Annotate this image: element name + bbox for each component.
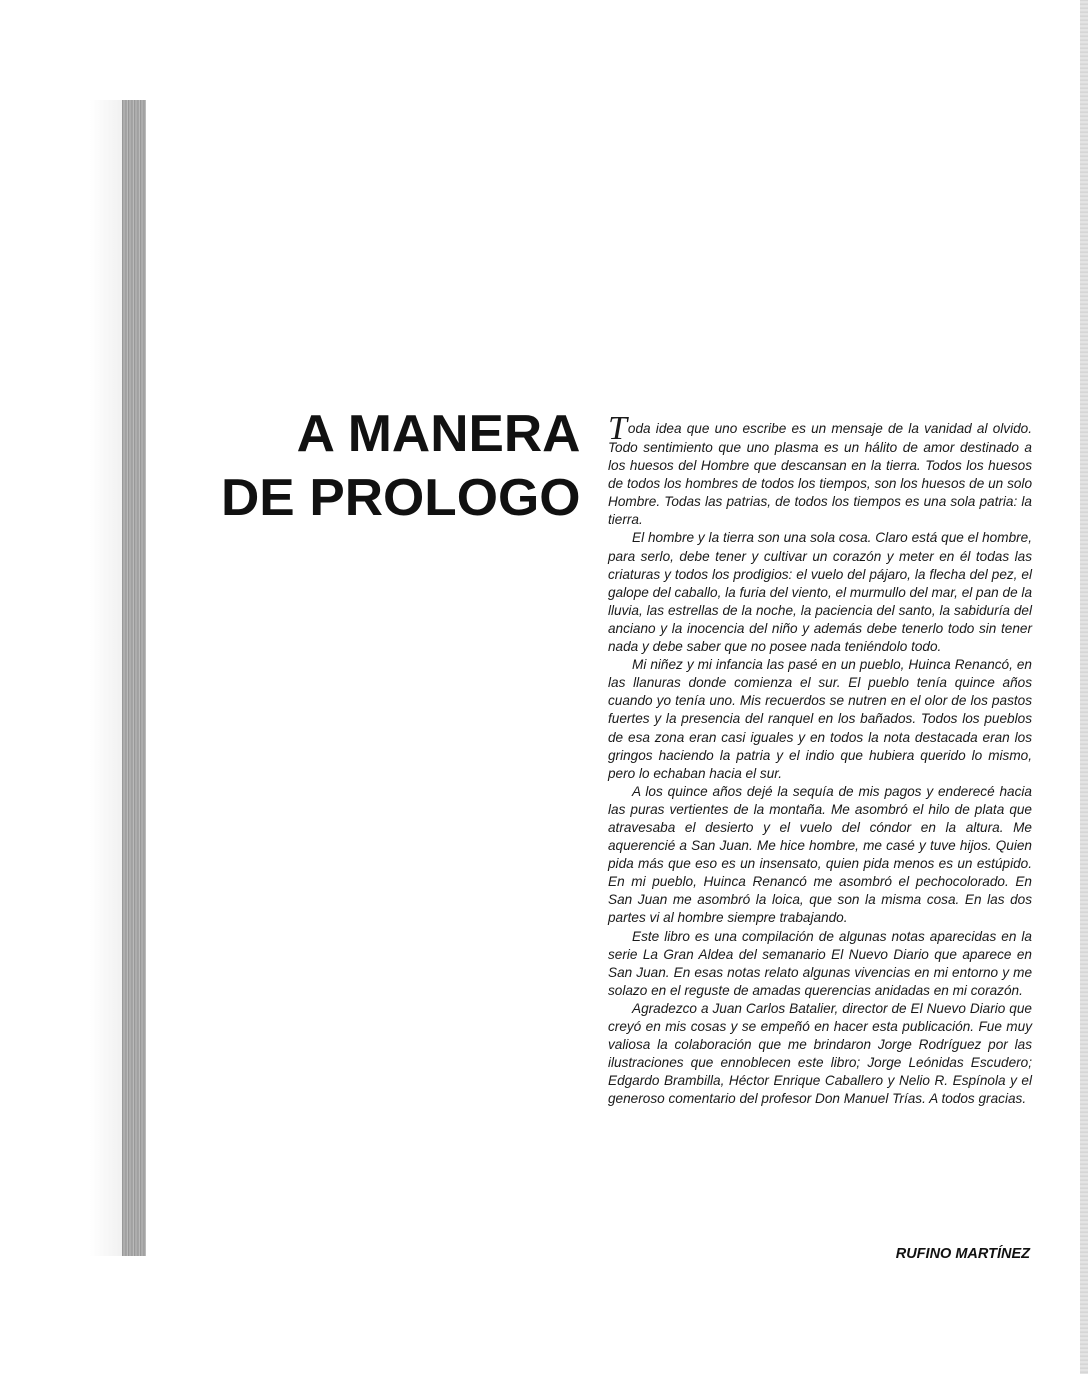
prologue-body — [608, 410, 1032, 1108]
page-title-line-2: DE PROLOGO — [220, 469, 580, 527]
paragraph-4: A los quince años dejé la sequía de mis pagos y enderecé hacia las puras vertientes de la montaña. Me asombró el hilo de plata que atravesaba el desierto y el vuelo del cóndor en la altura. Me aquerencié a San Juan. Me hice hombre, me casé y tuve hijos. Quien pida más que eso es un insensato, quien pida menos es un estúpido. En mi pueblo, Huinca Renancó me asombró el pechocolorado. En San Juan me asombró la loica, que son la misma cosa. En las dos partes vi al hombre siempre trabajando. — [608, 783, 1032, 926]
paragraph-3: Mi niñez y mi infancia las pasé en un pueblo, Huinca Renancó, en las llanuras donde comienza el sur. El pueblo tenía quince años cuando yo tenía uno. Mis recuerdos se nutren en el olor de los pastos fuertes y la presencia del ranquel en los bañados. Todos los pueblos de esa zona eran casi iguales y en todos la nota destacada eran los gringos haciendo la patria y el indio que hubiera querido lo mismo, pero lo echaban hacia el sur. — [608, 657, 1032, 781]
page-title — [220, 402, 580, 530]
drop-cap: T — [608, 410, 627, 447]
paragraph-2: El hombre y la tierra son una sola cosa. Claro está que el hombre, para serlo, debe tener y cultivar un corazón y meter en él todas las criaturas y todos los prodigios: el vuelo del pájaro, la flecha del pez, el galope del caballo, la furia del viento, el murmullo del mar, el pan de la lluvia, las estrellas de la noche, la paciencia del santo, la sabiduría del anciano y la inocencia del niño y además debe tenerlo todo sin tener nada y debe saber que no posee nada teniéndolo todo. — [608, 530, 1032, 655]
paragraph-6: Agradezco a Juan Carlos Batalier, director de El Nuevo Diario que creyó en mis cosas y se empeñó en hacer esta publicación. Fue muy valiosa la colaboración que me brindaron Jorge Rodríguez por las ilustraciones que ennoblecen este libro; Jorge Leónidas Escudero; Edgardo Brambilla, Héctor Enrique Caballero y Nelio R. Espínola y el generoso comentario del profesor Don Manuel Trías. A todos gracias. — [608, 1000, 1032, 1107]
author-signature: RUFINO MARTÍNEZ — [895, 1246, 1030, 1262]
paragraph-5: Este libro es una compilación de algunas notas aparecidas en la serie La Gran Aldea del semanario El Nuevo Diario que aparece en San Juan. En esas notas relato algunas vivencias en mi entorno y me solazo en el reguste de amadas querencias anidadas en mi corazón. — [608, 928, 1032, 998]
paragraph-1 — [608, 410, 1032, 529]
page-shadow-strip — [90, 100, 122, 1256]
paragraph-1-text: oda idea que uno escribe es un mensaje de la vanidad al olvido. Todo sentimiento que uno plasma es un hálito de amor destinado a los huesos del Hombre que descansan en la tierra. Todos los huesos de todos los hombres de todos los tiempos, son los huesos de un solo Hombre. Todas las patrias, de todos los tiempos es una sola patria: la tierra. — [608, 421, 1032, 528]
page-title-line-1: A MANERA — [296, 405, 580, 463]
decorative-side-bar — [122, 100, 146, 1256]
page-edge-strip — [1080, 0, 1088, 1374]
